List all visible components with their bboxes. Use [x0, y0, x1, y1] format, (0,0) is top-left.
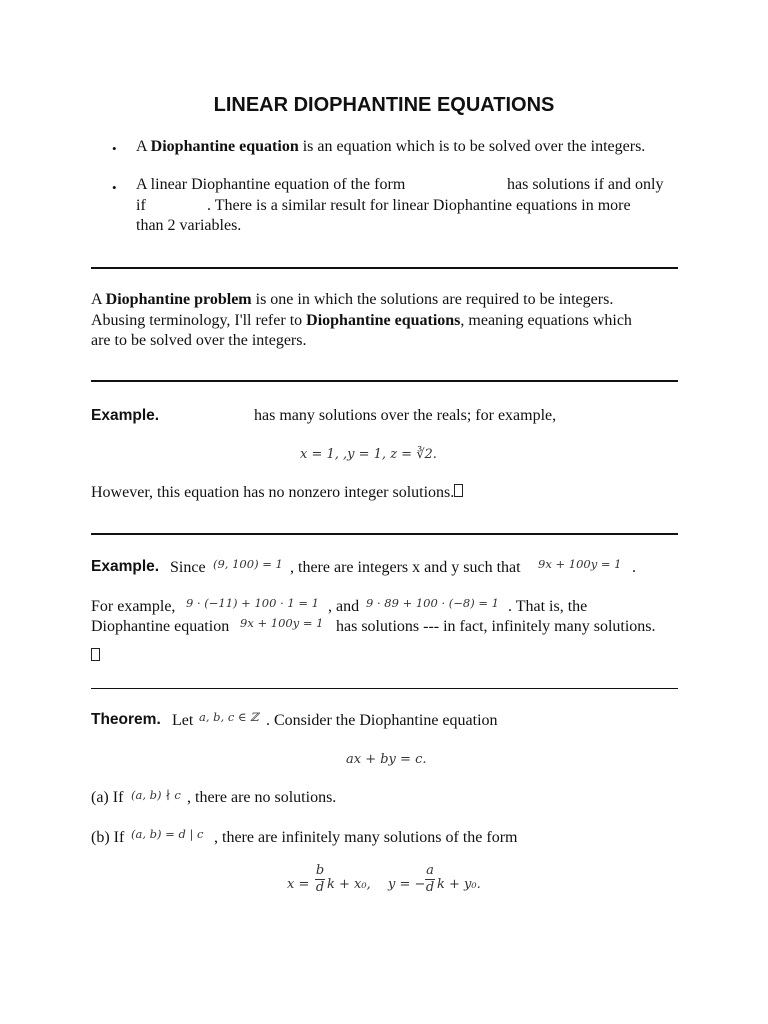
term-diophantine-problem: Diophantine problem [105, 291, 252, 308]
fraction-a-over-d: a d [425, 863, 435, 895]
theorem-label: Theorem. [91, 711, 161, 728]
example-2-math-eq: 9x + 100y = 1 [538, 557, 622, 571]
theorem-let: Let [172, 712, 194, 729]
theorem-consider: . Consider the Diophantine equation [266, 712, 498, 729]
example-2-math-eq2: 9x + 100y = 1 [240, 616, 324, 630]
solution-y-lhs: y = − [388, 877, 426, 892]
bullet-2-line-1a: A linear Diophantine equation of the form [136, 176, 406, 193]
example-1-label: Example. [91, 407, 160, 424]
bullet-icon: • [112, 141, 117, 156]
bullet-icon: • [112, 180, 117, 195]
divider [91, 380, 678, 382]
divider [91, 688, 678, 689]
example-2-since: Since [170, 559, 206, 576]
example-2-has: has solutions --- in fact, infinitely many solutions. [336, 618, 656, 635]
fraction-b-over-d: b d [315, 863, 325, 895]
example-2-math-ex1: 9 · (−11) + 100 · 1 = 1 [186, 596, 319, 610]
example-2-dot: . [632, 559, 636, 576]
qed-box-icon [454, 484, 463, 497]
theorem-case-b-pre: (b) If [91, 829, 125, 846]
bullet-2-line-2b: . There is a similar result for linear Diophantine equations in more [207, 197, 631, 214]
bullet-2-line-3: than 2 variables. [136, 217, 242, 234]
solution-x-lhs: x = [287, 877, 310, 892]
qed-box-icon [91, 648, 100, 661]
divider [91, 533, 678, 535]
theorem-equation: ax + by = c. [346, 752, 427, 767]
solution-y-rhs: k + y₀. [437, 877, 481, 892]
para-line-1: A Diophantine problem is one in which the solutions are required to be integers. [91, 291, 614, 308]
theorem-math-set: a, b, c ∈ ℤ [199, 710, 259, 724]
theorem-case-a-pre: (a) If [91, 789, 124, 806]
theorem-case-b-math: (a, b) = d | c [131, 827, 204, 841]
example-2-math-gcd: (9, 100) = 1 [213, 557, 283, 571]
example-2-label: Example. [91, 558, 160, 575]
example-1-text: has many solutions over the reals; for example, [254, 407, 557, 424]
example-2-math-ex2: 9 · 89 + 100 · (−8) = 1 [366, 596, 499, 610]
solution-x-rhs: k + x₀, [327, 877, 371, 892]
example-2-and: , and [328, 598, 360, 615]
example-2-dio: Diophantine equation [91, 618, 230, 635]
example-2-forex: For example, [91, 598, 176, 615]
theorem-case-a-post: , there are no solutions. [187, 789, 337, 806]
bullet-2-line-2a: if [136, 197, 146, 214]
term-diophantine-equation: Diophantine equation [150, 138, 299, 155]
example-2-text-1: , there are integers x and y such that [290, 559, 521, 576]
theorem-case-b-post: , there are infinitely many solutions of the form [214, 829, 518, 846]
example-1-math: x = 1, ,y = 1, z = ∛2. [300, 447, 437, 462]
page-title: LINEAR DIOPHANTINE EQUATIONS [213, 94, 555, 116]
theorem-case-a-math: (a, b) ∤ c [131, 788, 181, 802]
bullet-2-line-1b: has solutions if and only [507, 176, 664, 193]
term-diophantine-equations: Diophantine equations [306, 312, 461, 329]
para-line-2: Abusing terminology, I'll refer to Diophantine equations, meaning equations which [91, 312, 632, 329]
example-1-conclusion: However, this equation has no nonzero integer solutions. [91, 483, 463, 503]
para-line-3: are to be solved over the integers. [91, 332, 307, 349]
divider [91, 267, 678, 269]
bullet-1-text: A Diophantine equation is an equation which is to be solved over the integers. [136, 138, 646, 155]
example-2-thatis: . That is, the [508, 598, 588, 615]
